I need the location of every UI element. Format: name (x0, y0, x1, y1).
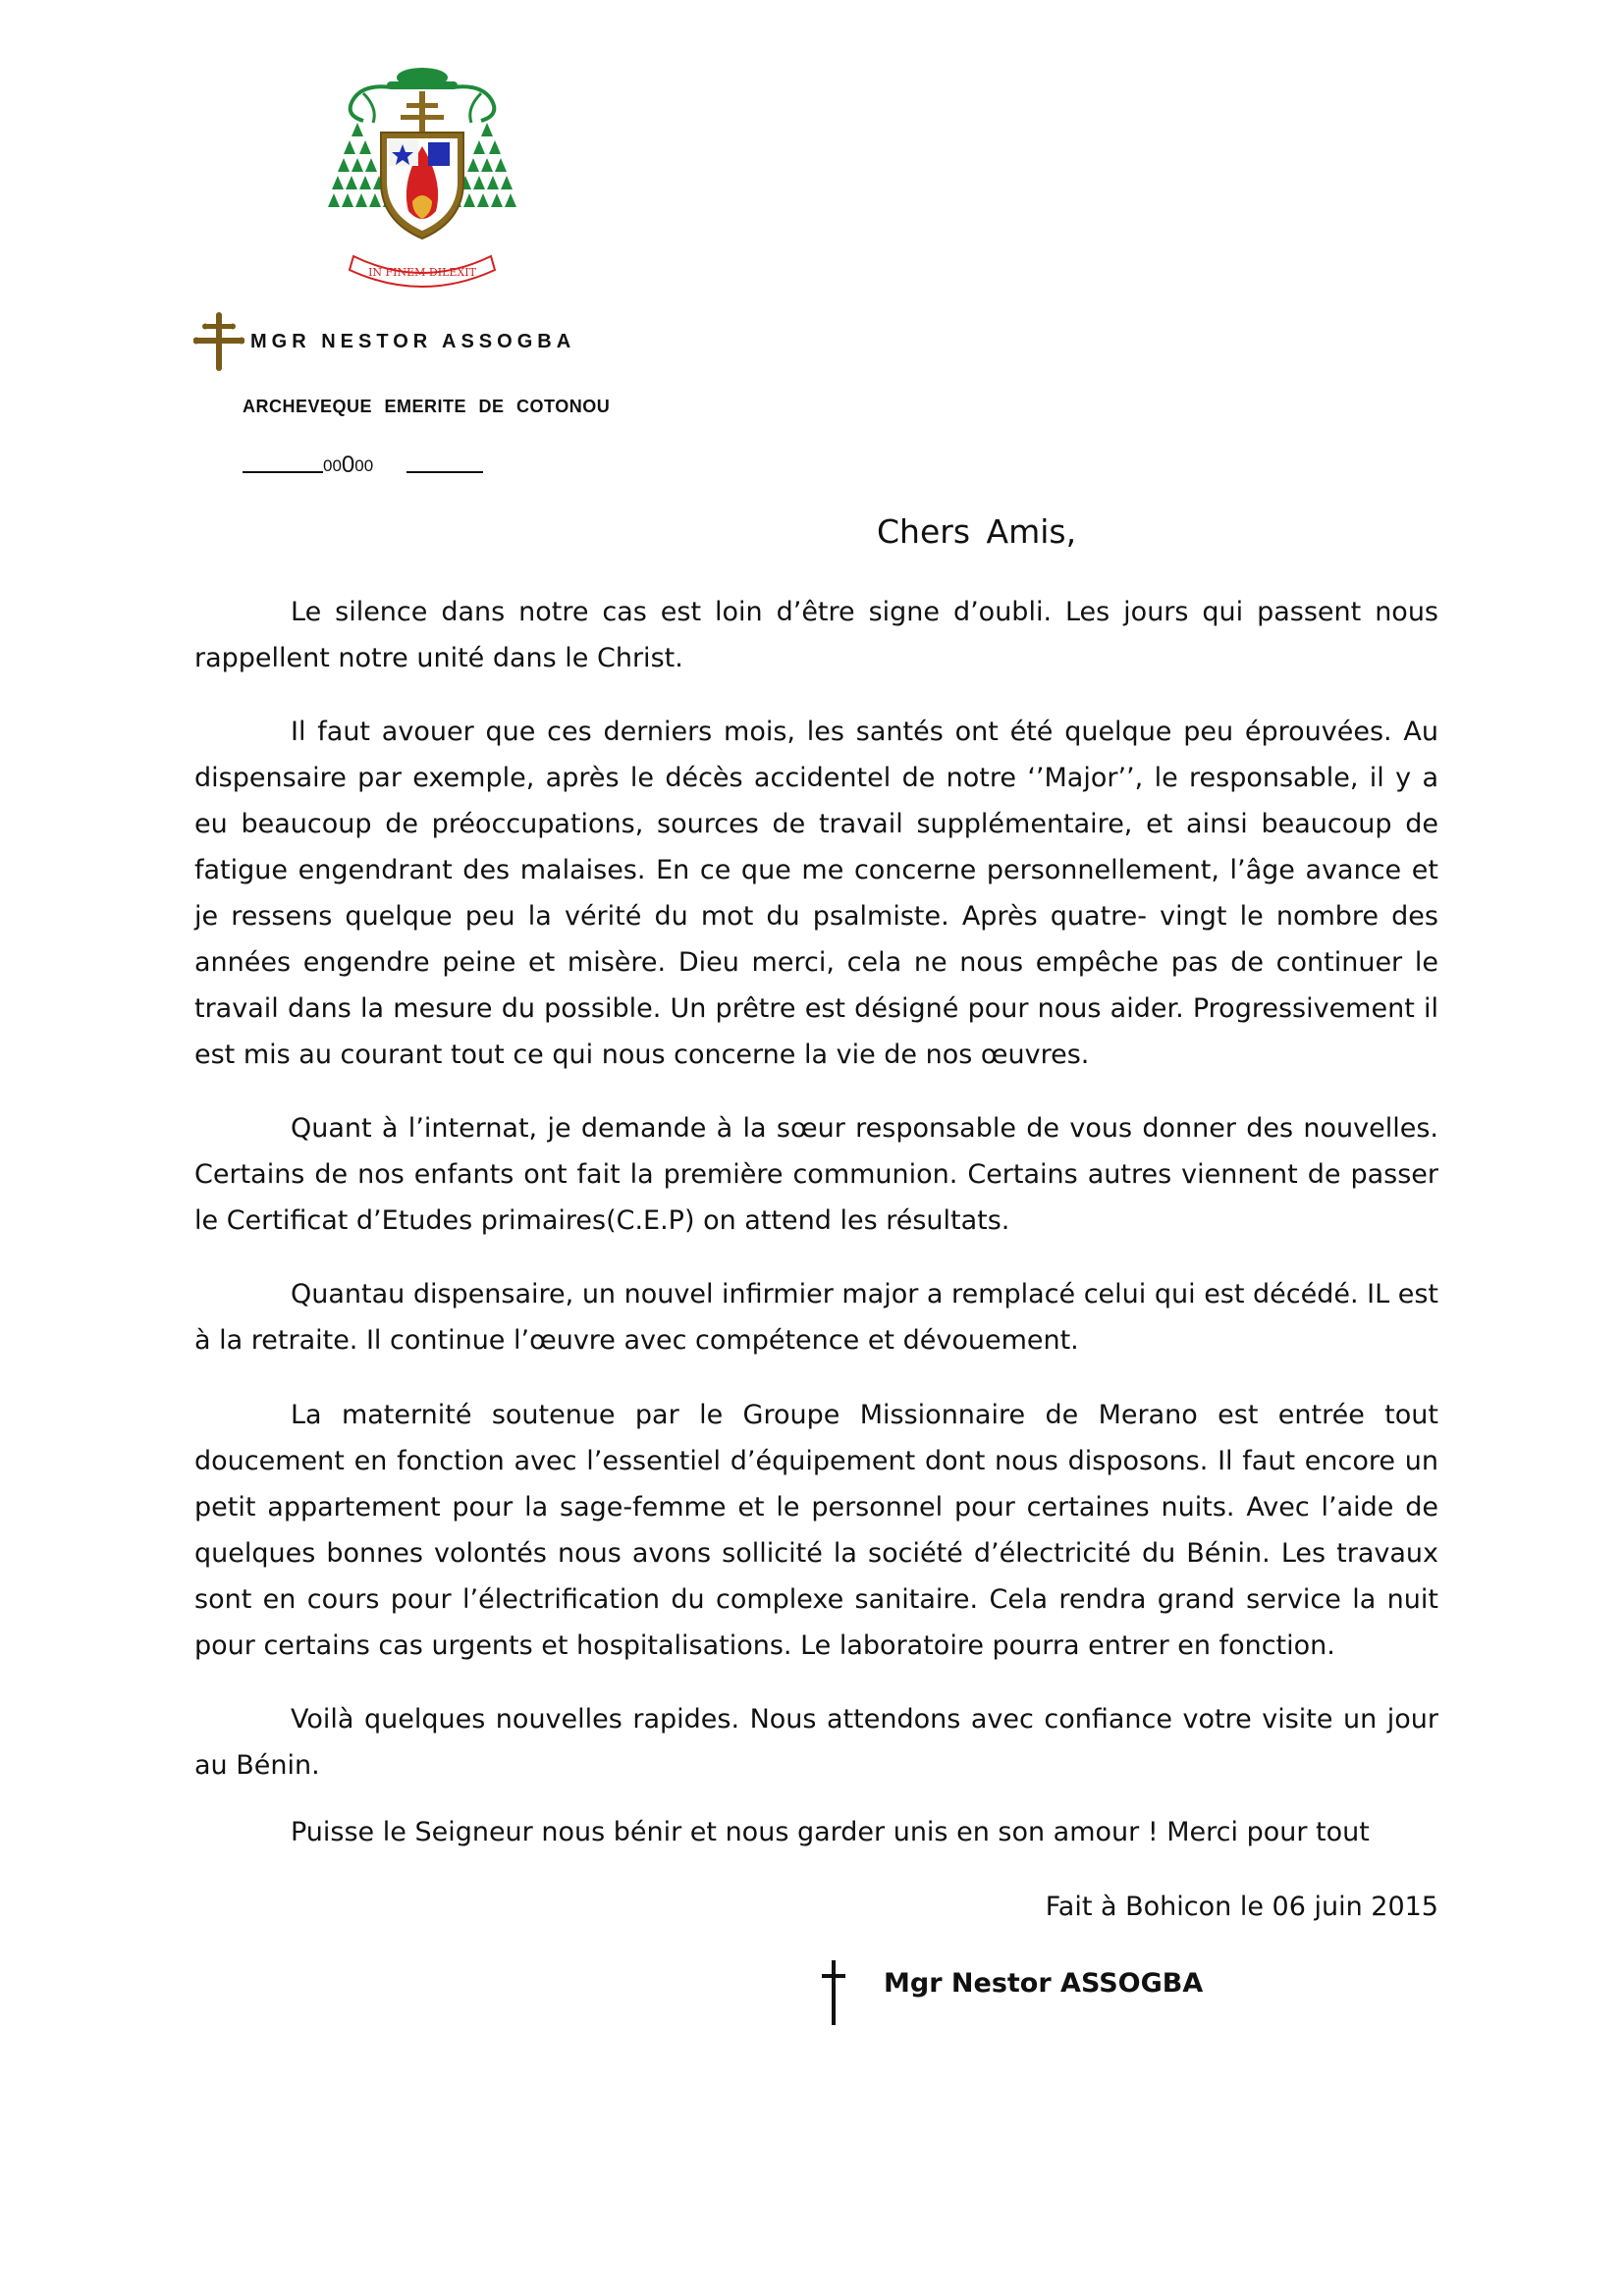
paragraph: La maternité soutenue par le Groupe Missionnaire de Merano est entrée tout doucement en fonction avec l’essentiel d’équipement dont nous disposons. Il faut encore un petit appartement pour la sage-femme et le personnel pour certaines nuits. Avec l’aide de quelques bonnes volontés nous avons sollicité la société d’électricité du Bénin. Les travaux sont en cours pour l’électrification du complexe sanitaire. Cela rendra grand service la nuit pour certains cas urgents et hospitalisations. Le laboratoire pourra entrer en fonction. (194, 1400, 1438, 1661)
separator-line-left (243, 471, 323, 473)
separator-big: 0 (341, 452, 355, 478)
salutation: Chers Amis, (877, 512, 1077, 551)
separator-small-right: 00 (354, 456, 374, 475)
cross-icon (819, 1958, 848, 2027)
letterhead-name-row (193, 312, 575, 371)
place-date: Fait à Bohicon le 06 juin 2015 (1045, 1892, 1438, 1922)
separator-line-right (406, 471, 483, 473)
paragraph: Il faut avouer que ces derniers mois, les santés ont été quelque peu éprouvées. Au dispensaire par exemple, après le décès accidentel de notre ‘’Major’’, le responsable, il y a eu beaucoup de préoccupations, sources de travail supplémentaire, et ainsi beaucoup de fatigue engendrant des malaises. En ce que me concerne personnellement, l’âge avance et je ressens quelque peu la vérité du mot du psalmiste. Après quatre- vingt le nombre des années engendre peine et misère. Dieu merci, cela ne nous empêche pas de continuer le travail dans la mesure du possible. Un prêtre est désigné pour nous aider. Progressivement il est mis au courant tout ce qui nous concerne la vie de nos œuvres. (194, 717, 1438, 1070)
bishop-name: MGR NESTOR ASSOGBA (250, 330, 576, 352)
signature-row (819, 1958, 1203, 2027)
coat-of-arms-icon (324, 64, 520, 299)
separator-small-left: 00 (323, 456, 342, 475)
paragraph: Quantau dispensaire, un nouvel infirmier major a remplacé celui qui est décédé. IL est à la retraite. Il continue l’œuvre avec compétence et dévouement. (194, 1279, 1439, 1356)
motto-text: IN FINEM DILEXIT (368, 266, 476, 279)
closing-line: Puisse le Seigneur nous bénir et nous garder unis en son amour ! Merci pour tout (291, 1817, 1370, 1847)
paragraph: Le silence dans notre cas est loin d’être signe d’oubli. Les jours qui passent nous rappellent notre unité dans le Christ. (194, 597, 1438, 673)
letterhead-separator (243, 454, 483, 476)
patriarchal-cross-icon (193, 312, 244, 371)
paragraph: Voilà quelques nouvelles rapides. Nous attendons avec confiance votre visite un jour au Bénin. (194, 1704, 1438, 1781)
bishop-title: ARCHEVEQUE EMERITE DE COTONOU (243, 397, 611, 416)
paragraph: Quant à l’internat, je demande à la sœur responsable de vous donner des nouvelles. Certains de nos enfants ont fait la première communion. Certains autres viennent de passer le Certificat d’Etudes primaires(C.E.P) on attend les résultats. (194, 1113, 1438, 1236)
signature-name: Mgr Nestor ASSOGBA (884, 1968, 1204, 1999)
